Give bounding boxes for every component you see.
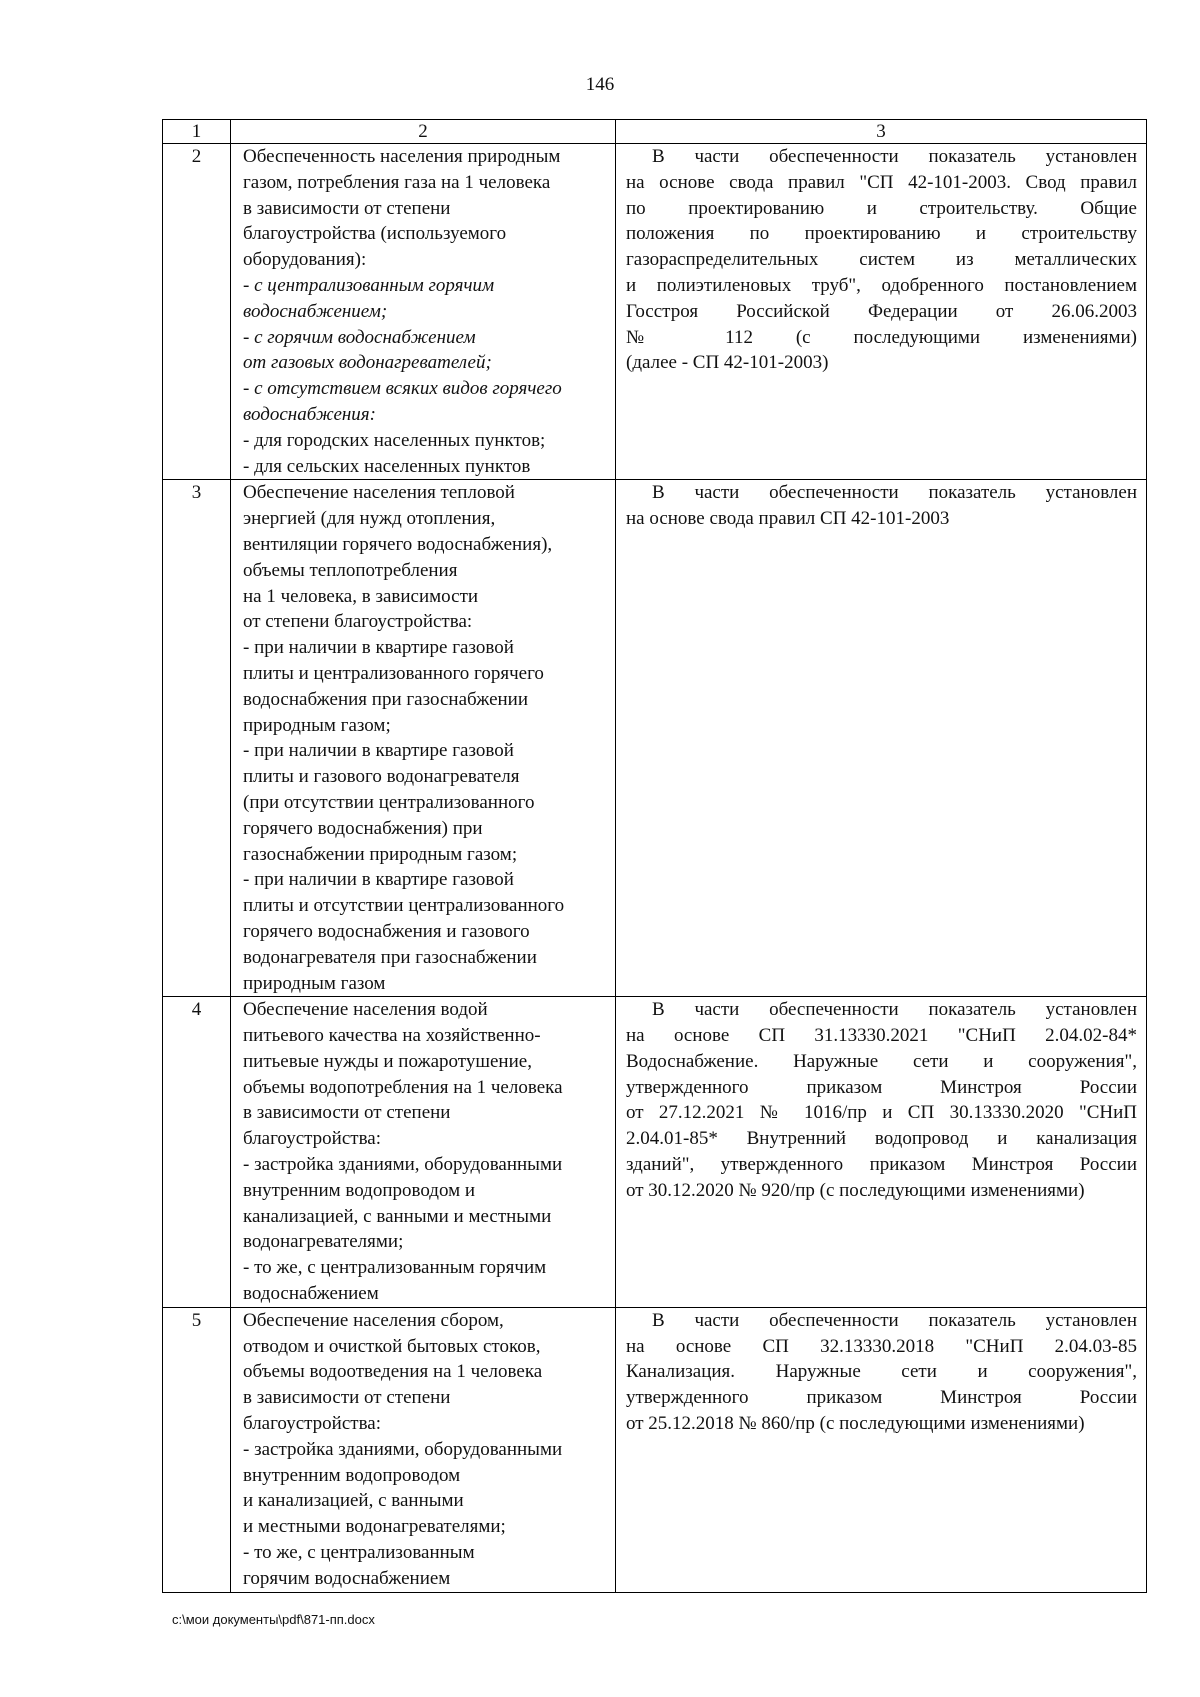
table-row (163, 1307, 1147, 1592)
basis-line: (далее - СП 42-101-2003) (626, 352, 829, 374)
basis-line: № 112 (с последующими изменениями) (626, 326, 1137, 348)
page-number: 146 (585, 74, 615, 95)
indicator-cell (231, 997, 616, 1308)
indicator-line: отводом и очисткой бытовых стоков, (243, 1335, 541, 1357)
basis-line: и полиэтиленовых труб", одобренного постановлением (626, 274, 1137, 296)
indicator-line: - для сельских населенных пунктов (243, 455, 531, 477)
indicator-line: - для городских населенных пунктов; (243, 429, 546, 451)
indicator-line: горячим водоснабжением (243, 1567, 451, 1589)
indicator-line: от газовых водонагревателей; (243, 352, 492, 374)
indicator-cell (231, 144, 616, 480)
basis-line: от 27.12.2021 № 1016/пр и СП 30.13330.2020 "СНиП (626, 1102, 1137, 1124)
indicator-line: Обеспечение населения сбором, (243, 1309, 504, 1331)
column-header-1: 1 (163, 120, 231, 144)
indicator-line: в зависимости от степени (243, 1387, 451, 1409)
indicator-cell (231, 1307, 616, 1592)
row-number: 2 (163, 144, 231, 480)
basis-cell (616, 480, 1147, 997)
indicator-line: плиты и газового водонагревателя (243, 766, 520, 788)
basis-line: утвержденного приказом Минстроя России (626, 1387, 1137, 1409)
indicator-line: объемы водоотведения на 1 человека (243, 1361, 543, 1383)
indicator-line: водоснабжения: (243, 403, 376, 425)
table-row (163, 997, 1147, 1308)
indicator-line: водонагревателя при газоснабжении (243, 946, 537, 968)
basis-line: на основе СП 32.13330.2018 "СНиП 2.04.03-85 (626, 1335, 1137, 1357)
basis-line: В части обеспеченности показатель установлен (652, 999, 1137, 1021)
indicator-line: Обеспечение населения тепловой (243, 482, 515, 504)
indicator-line: благоустройства: (243, 1128, 382, 1150)
indicator-line: Обеспечение населения водой (243, 999, 488, 1021)
indicator-line: и канализацией, с ванными (243, 1490, 464, 1512)
indicator-line: плиты и централизованного горячего (243, 662, 544, 684)
basis-line: на основе свода правил СП 42-101-2003 (626, 508, 950, 530)
indicator-line: - при наличии в квартире газовой (243, 740, 514, 762)
basis-line: Госстроя Российской Федерации от 26.06.2003 (626, 300, 1137, 322)
indicator-line: - то же, с централизованным горячим (243, 1257, 547, 1279)
indicator-line: Обеспеченность населения природным (243, 146, 561, 167)
indicator-line: благоустройства: (243, 1413, 382, 1435)
basis-line: В части обеспеченности показатель установлен (652, 1309, 1137, 1331)
indicator-line: внутренним водопроводом и (243, 1179, 476, 1201)
indicator-line: энергией (для нужд отопления, (243, 508, 496, 530)
basis-line: газораспределительных систем из металлических (626, 249, 1137, 271)
indicator-line: канализацией, с ванными и местными (243, 1205, 552, 1227)
indicator-line: водонагревателями; (243, 1231, 404, 1253)
row-number: 4 (163, 997, 231, 1308)
indicator-line: - с отсутствием всяких видов горячего (243, 378, 562, 400)
indicator-line: водоснабжения при газоснабжении (243, 688, 529, 710)
indicator-line: - с горячим водоснабжением (243, 326, 476, 348)
basis-line: на основе СП 31.13330.2021 "СНиП 2.04.02-84* (626, 1025, 1137, 1047)
basis-line: от 25.12.2018 № 860/пр (с последующими изменениями) (626, 1413, 1085, 1435)
indicator-line: плиты и отсутствии централизованного (243, 895, 565, 917)
indicator-line: в зависимости от степени (243, 197, 451, 219)
indicator-line: оборудования): (243, 249, 367, 271)
indicator-line: - то же, с централизованным (243, 1542, 475, 1564)
indicator-line: на 1 человека, в зависимости (243, 585, 479, 607)
table-row (163, 144, 1147, 480)
column-header-2: 2 (231, 120, 616, 144)
indicator-line: водоснабжением; (243, 300, 388, 322)
basis-line: утвержденного приказом Минстроя России (626, 1076, 1137, 1098)
indicator-line: природным газом (243, 972, 386, 994)
basis-line: на основе свода правил "СП 42-101-2003. Свод правил (626, 171, 1137, 193)
indicator-line: - при наличии в квартире газовой (243, 637, 514, 659)
column-header-3: 3 (616, 120, 1147, 144)
indicator-line: от степени благоустройства: (243, 611, 473, 633)
indicator-line: и местными водонагревателями; (243, 1516, 506, 1538)
indicator-line: - с централизованным горячим (243, 274, 495, 296)
indicator-line: благоустройства (используемого (243, 223, 507, 245)
basis-line: В части обеспеченности показатель установлен (652, 146, 1137, 167)
row-number: 5 (163, 1307, 231, 1592)
indicator-line: в зависимости от степени (243, 1102, 451, 1124)
indicator-line: - застройка зданиями, оборудованными (243, 1438, 563, 1460)
indicator-line: водоснабжением (243, 1283, 379, 1305)
basis-line: по проектированию и строительству. Общие (626, 197, 1137, 219)
indicator-line: (при отсутствии централизованного (243, 791, 535, 813)
basis-line: зданий", утвержденного приказом Минстроя России (626, 1154, 1137, 1176)
basis-line: Водоснабжение. Наружные сети и сооружения", (626, 1050, 1137, 1072)
indicator-line: горячего водоснабжения) при (243, 817, 483, 839)
table-row (163, 480, 1147, 997)
indicators-table (162, 119, 1147, 1593)
basis-cell (616, 997, 1147, 1308)
row-number: 3 (163, 480, 231, 997)
indicator-cell (231, 480, 616, 997)
basis-line: от 30.12.2020 № 920/пр (с последующими изменениями) (626, 1179, 1085, 1201)
basis-line: В части обеспеченности показатель установлен (652, 482, 1137, 504)
basis-cell (616, 144, 1147, 480)
indicator-line: горячего водоснабжения и газового (243, 920, 530, 942)
indicator-line: газом, потребления газа на 1 человека (243, 171, 551, 193)
indicator-line: газоснабжении природным газом; (243, 843, 518, 865)
indicator-line: - застройка зданиями, оборудованными (243, 1154, 563, 1176)
basis-cell (616, 1307, 1147, 1592)
basis-line: положения по проектированию и строительству (626, 223, 1137, 245)
file-path-footer: c:\мои документы\pdf\871-пп.docx (172, 1612, 375, 1627)
basis-line: Канализация. Наружные сети и сооружения", (626, 1361, 1137, 1383)
basis-line: 2.04.01-85* Внутренний водопровод и канализация (626, 1128, 1137, 1150)
indicator-line: объемы водопотребления на 1 человека (243, 1076, 563, 1098)
indicator-line: объемы теплопотребления (243, 559, 458, 581)
table-body (163, 144, 1147, 1593)
table-header-row (163, 120, 1147, 144)
indicator-line: питьевые нужды и пожаротушение, (243, 1050, 532, 1072)
indicator-line: - при наличии в квартире газовой (243, 869, 514, 891)
indicator-line: питьевого качества на хозяйственно- (243, 1025, 541, 1047)
indicator-line: природным газом; (243, 714, 391, 736)
indicator-line: внутренним водопроводом (243, 1464, 461, 1486)
indicator-line: вентиляции горячего водоснабжения), (243, 533, 553, 555)
